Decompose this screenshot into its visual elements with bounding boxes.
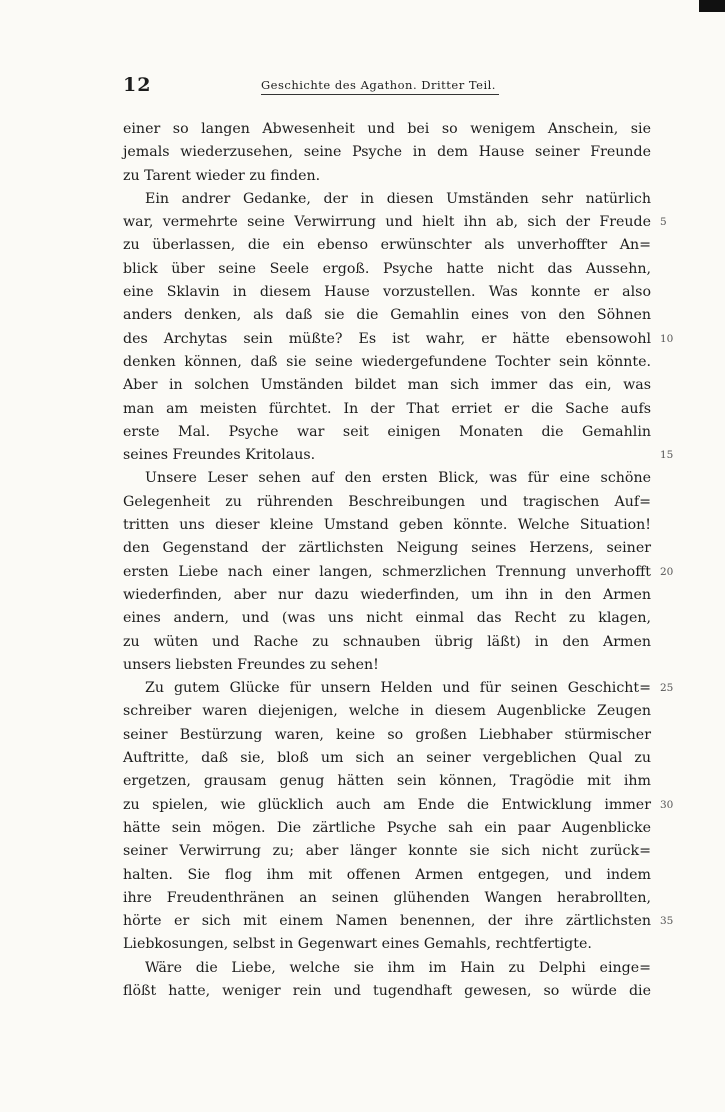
- text-line-content: flößt hatte, weniger rein und tugendhaft gewesen, so würde die: [123, 982, 651, 999]
- text-line: [123, 770, 651, 793]
- text-line-content: ihre Freudenthränen an seinen glühenden Wangen herabrollten,: [123, 889, 651, 906]
- text-line-content: Ein andrer Gedanke, der in diesen Umständen sehr natürlich: [145, 190, 651, 207]
- text-line: [123, 677, 674, 700]
- text-line-content: man am meisten fürchtet. In der That erriet er die Sache aufs: [123, 400, 651, 417]
- text-line-content: zu wüten und Rache zu schnauben übrig läßt) in den Armen: [123, 633, 651, 650]
- text-line-content: zu spielen, wie glücklich auch am Ende die Entwicklung immer: [123, 796, 651, 813]
- text-line: [123, 328, 674, 351]
- line-number: 10: [660, 332, 674, 345]
- text-line-content: zu überlassen, die ein ebenso erwünschter als unverhoffter An=: [123, 237, 651, 254]
- text-line-content: Gelegenheit zu rührenden Beschreibungen und tragischen Auf=: [123, 493, 651, 510]
- text-line: [123, 864, 651, 887]
- line-number: 25: [660, 682, 674, 695]
- page-header: [123, 74, 651, 104]
- line-number: 15: [660, 449, 674, 462]
- body-text: [123, 118, 674, 1003]
- text-line-content: erste Mal. Psyche war seit einigen Monaten die Gemahlin: [123, 423, 651, 440]
- text-line-content: seiner Verwirrung zu; aber länger konnte sie sich nicht zurück=: [123, 843, 651, 860]
- text-line: [123, 700, 651, 723]
- text-line: [123, 491, 651, 514]
- text-line-content: war, vermehrte seine Verwirrung und hielt ihn ab, sich der Freude: [123, 214, 651, 231]
- text-line-content: seiner Bestürzung waren, keine so großen Liebhaber stürmischer: [123, 726, 651, 743]
- text-line-content: einer so langen Abwesenheit und bei so wenigem Anschein, sie: [123, 121, 651, 137]
- text-line: [123, 258, 651, 281]
- text-line: [123, 794, 674, 817]
- text-line-content: schreiber waren diejenigen, welche in diesem Augenblicke Zeugen: [123, 703, 651, 720]
- text-line: [123, 514, 651, 537]
- line-number: 20: [660, 565, 674, 578]
- text-line-content: jemals wiederzusehen, seine Psyche in dem Hause seiner Freunde: [123, 144, 651, 161]
- text-line-content: des Archytas sein müßte? Es ist wahr, er hätte ebensowohl: [123, 330, 651, 347]
- line-number: 35: [660, 915, 674, 928]
- text-line: [123, 141, 651, 164]
- text-line: [123, 467, 651, 490]
- text-line: [123, 398, 651, 421]
- text-line-content: tritten uns dieser kleine Umstand geben könnte. Welche Situation!: [123, 517, 651, 534]
- text-line-content: halten. Sie flog ihm mit offenen Armen entgegen, und indem: [123, 866, 651, 883]
- text-line-content: Auftritte, daß sie, bloß um sich an seiner vergeblichen Qual zu: [123, 750, 651, 767]
- text-line: [123, 933, 651, 956]
- text-line: [123, 910, 674, 933]
- text-line-content: anders denken, als daß sie die Gemahlin eines von den Söhnen: [123, 307, 651, 324]
- text-line: [123, 817, 651, 840]
- text-line: [123, 281, 651, 304]
- line-number: 30: [660, 798, 674, 811]
- text-line-content: seines Freundes Kritolaus.: [123, 447, 316, 464]
- text-line-content: ersten Liebe nach einer langen, schmerzlichen Trennung unverhofft: [123, 563, 651, 580]
- text-line-content: hätte sein mögen. Die zärtliche Psyche sah ein paar Augenblicke: [123, 819, 651, 836]
- text-line: [123, 444, 674, 467]
- text-line-content: denken können, daß sie seine wiedergefundene Tochter sein könnte.: [123, 353, 651, 370]
- text-line-content: blick über seine Seele ergoß. Psyche hatte nicht das Aussehn,: [123, 260, 651, 277]
- page-number: 12: [123, 74, 152, 96]
- text-line: [123, 957, 651, 980]
- text-line: [123, 561, 674, 584]
- text-line-content: Unsere Leser sehen auf den ersten Blick, was für eine schöne: [145, 470, 651, 487]
- text-line-content: hörte er sich mit einem Namen benennen, der ihre zärtlichsten: [123, 913, 651, 930]
- text-line: [123, 374, 651, 397]
- text-line-content: Zu gutem Glücke für unsern Helden und für seinen Geschicht=: [145, 680, 651, 697]
- text-line-content: zu Tarent wieder zu finden.: [123, 167, 321, 184]
- text-line: [123, 584, 651, 607]
- text-line-content: eines andern, und (was uns nicht einmal das Recht zu klagen,: [123, 610, 651, 627]
- text-line: [123, 980, 651, 1003]
- text-line-content: unsers liebsten Freundes zu sehen!: [123, 656, 379, 673]
- running-title: Geschichte des Agathon. Dritter Teil.: [261, 78, 499, 95]
- text-line-content: eine Sklavin in diesem Hause vorzustellen. Was konnte er also: [123, 284, 651, 301]
- text-line-content: Wäre die Liebe, welche sie ihm im Hain zu Delphi einge=: [145, 959, 651, 976]
- text-line: [123, 165, 651, 188]
- text-line: [123, 211, 667, 234]
- text-line: [123, 887, 651, 910]
- text-line: [123, 304, 651, 327]
- corner-mark: [699, 0, 725, 12]
- line-number: 5: [660, 216, 667, 229]
- text-line-content: Liebkosungen, selbst in Gegenwart eines Gemahls, rechtfertigte.: [123, 936, 592, 953]
- text-line-content: wiederfinden, aber nur dazu wiederfinden, um ihn in den Armen: [123, 586, 651, 603]
- text-line: [123, 747, 651, 770]
- text-line: [123, 631, 651, 654]
- text-line: [123, 607, 651, 630]
- text-line-content: den Gegenstand der zärtlichsten Neigung seines Herzens, seiner: [123, 540, 651, 557]
- text-line: [123, 234, 651, 257]
- text-line: [123, 118, 651, 141]
- text-line-content: ergetzen, grausam genug hätten sein können, Tragödie mit ihm: [123, 773, 651, 790]
- text-line: [123, 840, 651, 863]
- text-line: [123, 351, 651, 374]
- text-line: [123, 537, 651, 560]
- text-line-content: Aber in solchen Umständen bildet man sich immer das ein, was: [123, 377, 651, 394]
- text-line: [123, 421, 651, 444]
- text-line: [123, 188, 651, 211]
- text-line: [123, 654, 651, 677]
- text-line: [123, 724, 651, 747]
